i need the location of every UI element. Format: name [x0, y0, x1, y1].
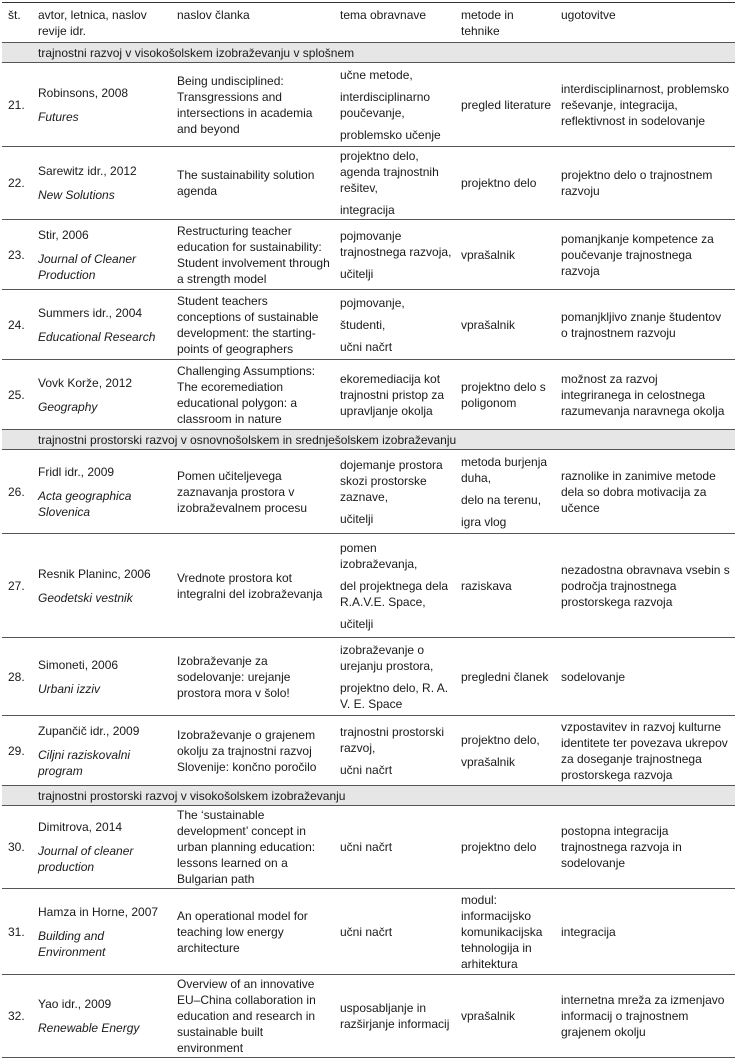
row-number: 30. — [2, 806, 34, 889]
topic-item: trajnostni prostorski razvoj, — [340, 724, 445, 755]
header-author: avtor, letnica, naslov revije idr. — [34, 3, 173, 43]
article-title: The sustainability solution agenda — [173, 147, 336, 220]
methods-cell — [457, 716, 557, 786]
row-number: 24. — [2, 290, 34, 360]
topic-item: pojmovanje, — [340, 295, 405, 310]
methods-cell — [457, 290, 557, 360]
topic-item: učni načrt — [340, 924, 393, 939]
topic-item: učitelji — [340, 616, 374, 631]
table-row — [2, 450, 735, 534]
header-findings: ugotovitve — [557, 3, 735, 43]
method-item: projektno delo — [461, 840, 537, 854]
journal-name: Acta geographica Slovenica — [38, 488, 132, 519]
header-topic: tema obravnave — [336, 3, 457, 43]
topic-cell — [336, 975, 457, 1058]
row-number: 21. — [2, 63, 34, 147]
journal-name: Journal of Cleaner Production — [38, 251, 137, 282]
table-row — [2, 889, 735, 975]
row-number: 31. — [2, 889, 34, 975]
topic-cell — [336, 450, 457, 534]
methods-cell — [457, 220, 557, 290]
author-cell — [34, 716, 173, 786]
table-row — [2, 220, 735, 290]
findings-cell: postopna integracija trajnostnega razvoja in sodelovanje — [557, 806, 735, 889]
author-year: Yao idr., 2009 — [38, 997, 112, 1011]
topic-item: učitelji — [340, 511, 374, 526]
topic-cell — [336, 63, 457, 147]
methods-cell — [457, 450, 557, 534]
findings-cell: pomanjkanje kompetence za poučevanje trajnostnega razvoja — [557, 220, 735, 290]
author-year: Stir, 2006 — [38, 227, 89, 242]
topic-cell — [336, 889, 457, 975]
method-item: metoda burjenja duha, — [461, 454, 548, 485]
author-cell — [34, 220, 173, 290]
journal-name: Geography — [38, 399, 98, 414]
author-cell — [34, 534, 173, 638]
header-methods: metode in tehnike — [457, 3, 557, 43]
topic-item: učni načrt — [340, 840, 393, 854]
journal-name: Ciljni raziskovalni program — [38, 747, 131, 778]
topic-cell — [336, 360, 457, 430]
findings-cell: pomanjkljivo znanje študentov o trajnostnem razvoju — [557, 290, 735, 360]
method-item: raziskava — [461, 578, 512, 593]
findings-cell: internetna mreža za izmenjavo informacij o trajnostnem grajenem okolju — [557, 975, 735, 1058]
article-title: An operational model for teaching low energy architecture — [173, 889, 336, 975]
table-row — [2, 147, 735, 220]
row-number: 22. — [2, 147, 34, 220]
table-row — [2, 638, 735, 716]
article-title: Pomen učiteljevega zaznavanja prostora v izobraževalnem procesu — [173, 450, 336, 534]
table-row — [2, 975, 735, 1058]
table-row — [2, 63, 735, 147]
row-number: 27. — [2, 534, 34, 638]
author-year: Zupančič idr., 2009 — [38, 723, 140, 738]
topic-item: študenti, — [340, 317, 386, 332]
topic-cell — [336, 534, 457, 638]
table-body — [2, 43, 735, 1058]
findings-cell: projektno delo o trajnostnem razvoju — [557, 147, 735, 220]
topic-item: integracija — [340, 203, 395, 217]
topic-item: pojmovanje trajnostnega razvoja, — [340, 228, 452, 259]
method-item: pregledni članek — [461, 669, 549, 684]
section-row — [2, 786, 735, 806]
topic-cell — [336, 290, 457, 360]
table-row — [2, 360, 735, 430]
table-row — [2, 716, 735, 786]
methods-cell — [457, 889, 557, 975]
method-item: modul: informacijsko komunikacijska tehnologija in arhitektura — [461, 892, 543, 971]
method-item: projektno delo, — [461, 732, 540, 747]
topic-item: usposabljanje in razširjanje informacij — [340, 1001, 450, 1031]
findings-cell: možnost za razvoj integriranega in celostnega razumevanja naravnega okolja — [557, 360, 735, 430]
row-number: 29. — [2, 716, 34, 786]
topic-item: interdisciplinarno poučevanje, — [340, 89, 431, 120]
author-year: Sarewitz idr., 2012 — [38, 164, 137, 178]
author-cell — [34, 63, 173, 147]
author-cell — [34, 290, 173, 360]
article-title: Overview of an innovative EU–China collaboration in education and research in sustainable built environment — [173, 975, 336, 1058]
findings-cell: sodelovanje — [557, 638, 735, 716]
table-row — [2, 534, 735, 638]
method-item: pregled literature — [461, 97, 552, 112]
methods-cell — [457, 360, 557, 430]
topic-item: problemsko učenje — [340, 127, 441, 142]
author-year: Resnik Planinc, 2006 — [38, 566, 151, 581]
methods-cell — [457, 638, 557, 716]
methods-cell — [457, 975, 557, 1058]
table-header-row — [2, 3, 735, 43]
topic-item: pomen izobraževanja, — [340, 540, 418, 571]
method-item: vprašalnik — [461, 754, 516, 769]
findings-cell: raznolike in zanimive metode dela so dobra motivacija za učence — [557, 450, 735, 534]
topic-item: učni načrt — [340, 762, 393, 777]
section-row — [2, 430, 735, 450]
author-cell — [34, 806, 173, 889]
table-row — [2, 290, 735, 360]
row-number: 28. — [2, 638, 34, 716]
article-title: Being undisciplined: Transgressions and intersections in academia and beyond — [173, 63, 336, 147]
section-row — [2, 43, 735, 63]
author-year: Hamza in Horne, 2007 — [38, 904, 159, 919]
topic-cell — [336, 147, 457, 220]
literature-table — [2, 2, 735, 1058]
section-label: trajnostni prostorski razvoj v visokošolskem izobraževanju — [2, 786, 735, 806]
topic-item: projektno delo, agenda trajnostnih rešitev, — [340, 149, 439, 195]
header-title: naslov članka — [173, 3, 336, 43]
topic-item: izobraževanje o urejanju prostora, — [340, 642, 434, 673]
findings-cell: nezadostna obravnava vsebin s področja trajnostnega prostorskega razvoja — [557, 534, 735, 638]
journal-name: Building and Environment — [38, 928, 106, 959]
header-num: št. — [2, 3, 34, 43]
section-label: trajnostni prostorski razvoj v osnovnošolskem in srednješolskem izobraževanju — [2, 430, 735, 450]
topic-item: projektno delo, R. A. V. E. Space — [340, 680, 449, 711]
row-number: 23. — [2, 220, 34, 290]
journal-name: Journal of cleaner production — [38, 844, 134, 874]
article-title: Student teachers conceptions of sustainable development: the starting-points of geographers — [173, 290, 336, 360]
method-item: vprašalnik — [461, 247, 516, 262]
journal-name: Renewable Energy — [38, 1021, 140, 1035]
author-year: Vovk Korže, 2012 — [38, 375, 133, 390]
methods-cell — [457, 63, 557, 147]
article-title: The ‘sustainable development’ concept in urban planning education: lessons learned on a Bulgarian path — [173, 806, 336, 889]
table-row — [2, 806, 735, 889]
findings-cell: integracija — [557, 889, 735, 975]
author-cell — [34, 975, 173, 1058]
journal-name: Educational Research — [38, 329, 156, 344]
method-item: vprašalnik — [461, 1009, 516, 1023]
section-label: trajnostni razvoj v visokošolskem izobraževanju v splošnem — [2, 43, 735, 63]
topic-item: del projektnega dela R.A.V.E. Space, — [340, 578, 449, 609]
row-number: 32. — [2, 975, 34, 1058]
author-cell — [34, 147, 173, 220]
topic-cell — [336, 638, 457, 716]
author-cell — [34, 889, 173, 975]
topic-cell — [336, 716, 457, 786]
row-number: 26. — [2, 450, 34, 534]
methods-cell — [457, 806, 557, 889]
author-year: Dimitrova, 2014 — [38, 820, 123, 834]
topic-item: dojemanje prostora skozi prostorske zaznave, — [340, 457, 443, 504]
method-item: igra vlog — [461, 514, 507, 529]
article-title: Izobraževanje za sodelovanje: urejanje prostora mora v šolo! — [173, 638, 336, 716]
method-item: vprašalnik — [461, 317, 516, 332]
journal-name: Futures — [38, 109, 79, 124]
author-cell — [34, 638, 173, 716]
author-cell — [34, 450, 173, 534]
author-year: Simoneti, 2006 — [38, 657, 119, 672]
findings-cell: interdisciplinarnost, problemsko reševanje, integracija, reflektivnost in sodelovanje — [557, 63, 735, 147]
topic-item: ekoremediacija kot trajnostni pristop za upravljanje okolja — [340, 371, 445, 418]
topic-item: učni načrt — [340, 339, 393, 354]
journal-name: Urbani izziv — [38, 681, 101, 696]
article-title: Vrednote prostora kot integralni del izobraževanja — [173, 534, 336, 638]
method-item: projektno delo — [461, 176, 537, 190]
topic-cell — [336, 806, 457, 889]
topic-item: učitelji — [340, 266, 374, 281]
author-year: Robinsons, 2008 — [38, 85, 129, 100]
methods-cell — [457, 147, 557, 220]
article-title: Izobraževanje o grajenem okolju za trajnostni razvoj Slovenije: končno poročilo — [173, 716, 336, 786]
author-year: Summers idr., 2004 — [38, 305, 143, 320]
article-title: Restructuring teacher education for sustainability: Student involvement through a strength model — [173, 220, 336, 290]
article-title: Challenging Assumptions: The ecoremediation educational polygon: a classroom in nature — [173, 360, 336, 430]
methods-cell — [457, 534, 557, 638]
author-year: Fridl idr., 2009 — [38, 464, 115, 479]
journal-name: New Solutions — [38, 188, 115, 202]
topic-item: učne metode, — [340, 67, 413, 82]
findings-cell: vzpostavitev in razvoj kulturne identitete ter povezava ukrepov za doseganje trajnostnega prostorskega razvoja — [557, 716, 735, 786]
topic-cell — [336, 220, 457, 290]
journal-name: Geodetski vestnik — [38, 590, 133, 605]
method-item: projektno delo s poligonom — [461, 379, 546, 410]
method-item: delo na terenu, — [461, 492, 542, 507]
row-number: 25. — [2, 360, 34, 430]
author-cell — [34, 360, 173, 430]
